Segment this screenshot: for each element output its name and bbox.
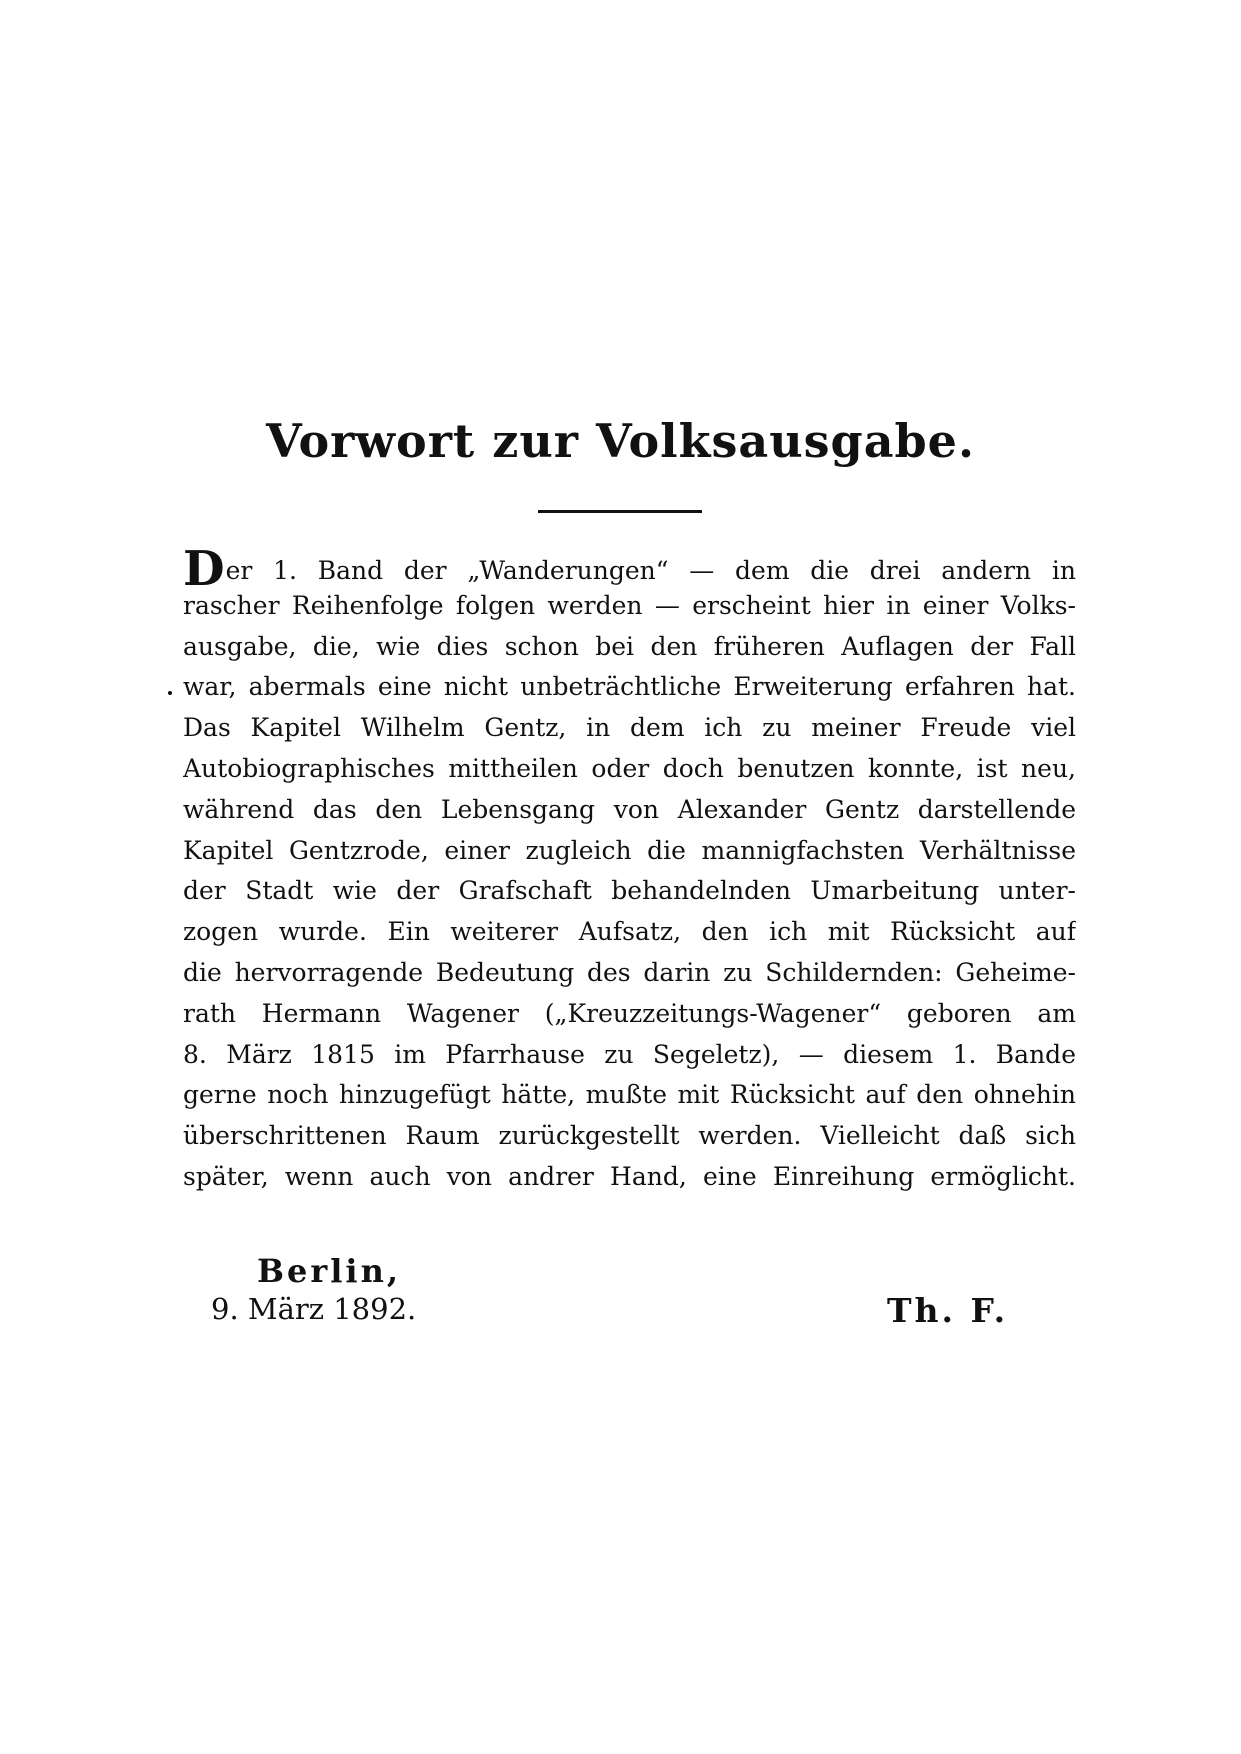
body-line-14: gerne noch hinzugefügt hätte, mußte mit Rücksicht auf den ohnehin <box>183 1080 1076 1110</box>
body-line-3: ausgabe, die, wie dies schon bei den früheren Auflagen der Fall <box>183 631 1076 661</box>
body-line-5: Das Kapitel Wilhelm Gentz, in dem ich zu meiner Freude viel <box>183 713 1076 743</box>
signature-initials: Th. F. <box>887 1291 1009 1330</box>
body-line-6: Autobiographisches mittheilen oder doch benutzen konnte, ist neu, <box>183 753 1076 783</box>
body-line-4: war, abermals eine nicht unbeträchtliche Erweiterung erfahren hat. <box>183 672 1076 702</box>
margin-mark <box>168 691 172 695</box>
body-line-1-text: er 1. Band der „Wanderungen“ — dem die drei andern in <box>225 556 1076 585</box>
body-line-15: überschrittenen Raum zurückgestellt werden. Vielleicht daß sich <box>183 1121 1076 1151</box>
body-line-12: rath Hermann Wagener („Kreuzzeitungs-Wagener“ geboren am <box>183 998 1076 1028</box>
body-line-9: der Stadt wie der Grafschaft behandelnden Umarbeitung unter- <box>183 876 1076 906</box>
body-line-13: 8. März 1815 im Pfarrhause zu Segeletz), — diesem 1. Bande <box>183 1039 1076 1069</box>
dropcap: D <box>183 545 225 586</box>
title-divider <box>538 510 702 513</box>
page-title: Vorwort zur Volksausgabe. <box>266 414 975 468</box>
body-line-16: später, wenn auch von andrer Hand, eine Einreihung ermöglicht. <box>183 1161 1076 1191</box>
body-line-7: während das den Lebensgang von Alexander Gentz darstellende <box>183 794 1076 824</box>
preface-body <box>183 545 1076 1198</box>
signature-date: 9. März 1892. <box>211 1292 417 1326</box>
signature-place: Berlin, <box>257 1252 401 1290</box>
body-line-1 <box>183 545 1076 586</box>
body-line-2: rascher Reihenfolge folgen werden — erscheint hier in einer Volks- <box>183 590 1076 620</box>
body-line-8: Kapitel Gentzrode, einer zugleich die mannigfachsten Verhältnisse <box>183 835 1076 865</box>
body-line-11: die hervorragende Bedeutung des darin zu Schildernden: Geheime- <box>183 957 1076 987</box>
body-line-10: zogen wurde. Ein weiterer Aufsatz, den ich mit Rücksicht auf <box>183 917 1076 947</box>
